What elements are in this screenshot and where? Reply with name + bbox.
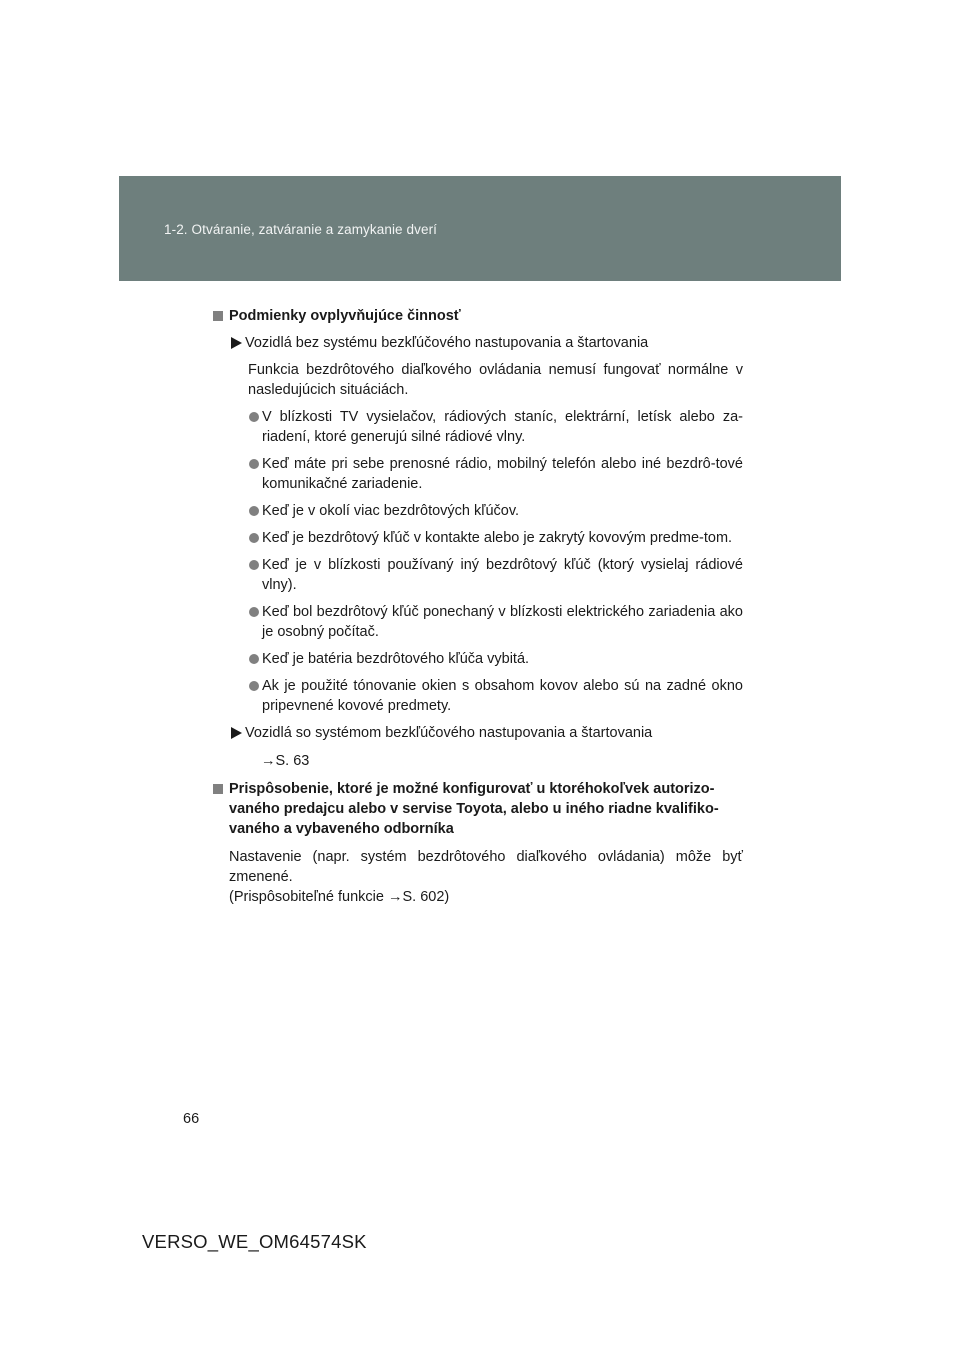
list-item-text: Keď je v blízkosti používaný iný bezdrôtový kľúč (ktorý vysielaj rádiové vlny). bbox=[262, 557, 743, 593]
list-item bbox=[262, 649, 743, 669]
circle-bullet-icon bbox=[249, 654, 259, 664]
list-item bbox=[262, 501, 743, 521]
circle-bullet-icon bbox=[249, 412, 259, 422]
triangle-arrow-icon bbox=[231, 337, 242, 349]
chapter-header-band bbox=[119, 176, 841, 281]
document-code: VERSO_WE_OM64574SK bbox=[142, 1231, 367, 1252]
circle-bullet-icon bbox=[249, 681, 259, 691]
customization-text: Nastavenie (napr. systém bezdrôtového diaľkového ovládania) môže byť zmenené. bbox=[229, 849, 743, 885]
list-item-text: Ak je použité tónovanie okien s obsahom kovov alebo sú na zadné okno pripevnené kovové predmety. bbox=[262, 678, 743, 714]
circle-bullet-icon bbox=[249, 459, 259, 469]
list-item-text: Keď je bezdrôtový kľúč v kontakte alebo je zakrytý kovovým predme-tom. bbox=[262, 530, 733, 546]
list-item-text: Keď je v okolí viac bezdrôtových kľúčov. bbox=[262, 503, 520, 519]
list-item bbox=[262, 676, 743, 716]
section-heading-text: Prispôsobenie, ktoré je možné konfigurovať u ktoréhokoľvek autorizo-vaného predajcu alebo v servise Toyota, alebo u iného riadne kvalifiko-vaného a vybaveného odborníka bbox=[229, 781, 719, 837]
section-heading-text: Podmienky ovplyvňujúce činnosť bbox=[229, 308, 461, 324]
list-item-text: V blízkosti TV vysielačov, rádiových staníc, elektrární, letísk alebo za-riadení, ktoré generujú silné rádiové vlny. bbox=[262, 409, 743, 445]
circle-bullet-icon bbox=[249, 506, 259, 516]
list-item bbox=[262, 602, 743, 642]
customization-reference: (Prispôsobiteľné funkcie →S. 602) bbox=[229, 889, 450, 905]
subheading-text: Vozidlá bez systému bezkľúčového nastupovania a štartovania bbox=[245, 335, 649, 351]
subheading-text: Vozidlá so systémom bezkľúčového nastupovania a štartovania bbox=[245, 725, 653, 741]
circle-bullet-icon bbox=[249, 533, 259, 543]
subheading-without-smart-key bbox=[212, 333, 743, 353]
list-item-text: Keď máte pri sebe prenosné rádio, mobilný telefón alebo iné bezdrô-tové komunikačné zariadenie. bbox=[262, 456, 743, 492]
list-item bbox=[262, 407, 743, 447]
circle-bullet-icon bbox=[249, 560, 259, 570]
list-item bbox=[262, 555, 743, 595]
list-item-text: Keď je batéria bezdrôtového kľúča vybitá. bbox=[262, 651, 530, 667]
subheading-with-smart-key bbox=[212, 723, 743, 743]
list-item-text: Keď bol bezdrôtový kľúč ponechaný v blízkosti elektrického zariadenia ako je osobný počítač. bbox=[262, 604, 743, 640]
page-number: 66 bbox=[183, 1111, 200, 1127]
circle-bullet-icon bbox=[249, 607, 259, 617]
list-item bbox=[262, 528, 743, 548]
list-item bbox=[262, 454, 743, 494]
chapter-title: 1-2. Otváranie, zatváranie a zamykanie dverí bbox=[164, 222, 438, 237]
triangle-arrow-icon bbox=[231, 727, 242, 739]
page-content bbox=[212, 306, 743, 907]
section-heading-customization bbox=[212, 779, 743, 839]
square-bullet-icon bbox=[213, 311, 223, 321]
customization-paragraph bbox=[229, 847, 743, 907]
square-bullet-icon bbox=[213, 784, 223, 794]
intro-paragraph: Funkcia bezdrôtového diaľkového ovládania nemusí fungovať normálne v nasledujúcich situáciách. bbox=[248, 362, 743, 398]
section-heading-conditions bbox=[212, 306, 743, 326]
page-reference: →S. 63 bbox=[261, 753, 310, 769]
